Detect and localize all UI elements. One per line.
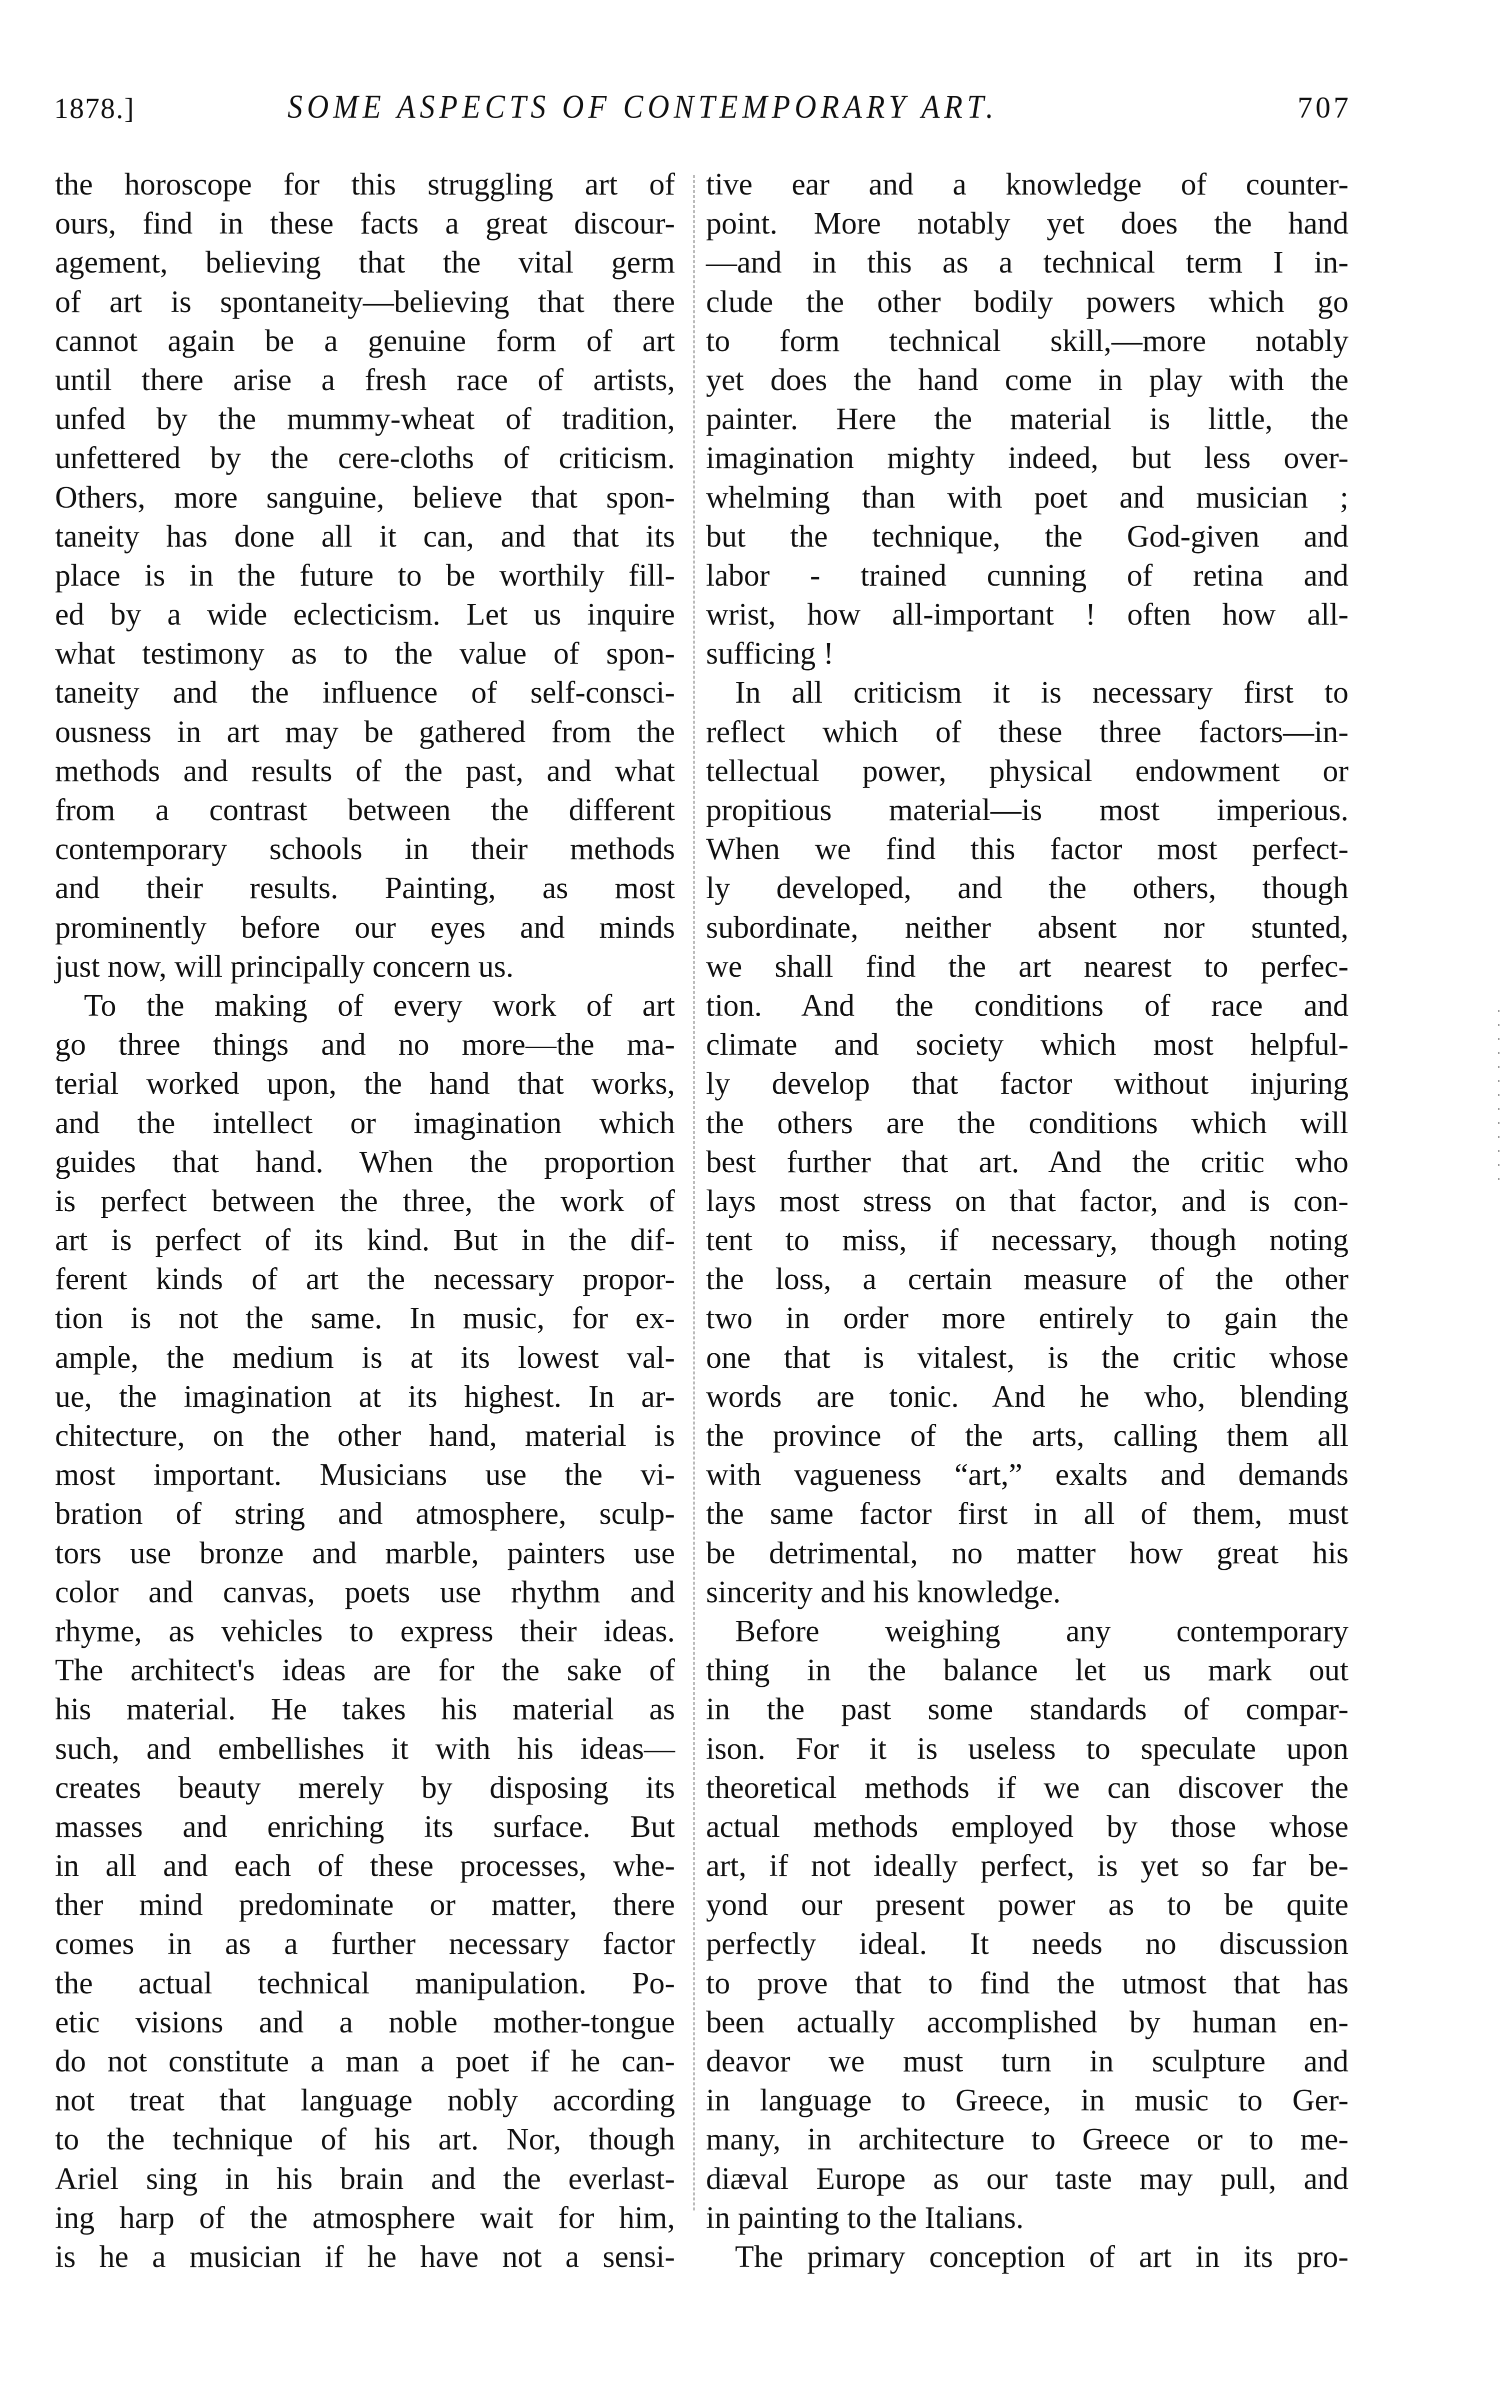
text-line: we shall find the art nearest to perfec- [706, 949, 1348, 984]
text-line: art, if not ideally perfect, is yet so far be- [706, 1849, 1348, 1883]
text-line: sufficing ! [706, 637, 834, 671]
text-line: tive ear and a knowledge of counter- [706, 168, 1348, 202]
text-line: wrist, how all-important ! often how all- [706, 598, 1348, 632]
text-line: tellectual power, physical endowment or [706, 754, 1348, 788]
text-line: thing in the balance let us mark out [706, 1653, 1348, 1688]
text-line: yond our present power as to be quite [706, 1888, 1348, 1922]
text-line: Others, more sanguine, believe that spon- [55, 480, 675, 515]
text-line: in all and each of these processes, whe- [55, 1849, 675, 1883]
text-line: of art is spontaneity—believing that there [55, 285, 675, 319]
running-head-year: 1878.] [54, 92, 135, 125]
paragraph-start-line: In all criticism it is necessary first to [735, 676, 1348, 710]
text-line: two in order more entirely to gain the [706, 1301, 1348, 1336]
text-line: go three things and no more—the ma- [55, 1028, 675, 1062]
text-line: from a contrast between the different [55, 793, 675, 827]
text-line: unfettered by the cere-cloths of criticism. [55, 441, 675, 476]
text-line: to the technique of his art. Nor, though [55, 2122, 675, 2157]
text-line: reflect which of these three factors—in- [706, 715, 1348, 749]
text-line: the province of the arts, calling them all [706, 1419, 1348, 1453]
paragraph-start-line: To the making of every work of art [84, 988, 675, 1023]
text-line: ed by a wide eclecticism. Let us inquire [55, 598, 675, 632]
text-line: lays most stress on that factor, and is con- [706, 1184, 1348, 1218]
text-line: many, in architecture to Greece or to me- [706, 2122, 1348, 2157]
text-line: chitecture, on the other hand, material is [55, 1419, 675, 1453]
text-line: art is perfect of its kind. But in the dif- [55, 1223, 675, 1258]
text-line: sincerity and his knowledge. [706, 1575, 1061, 1609]
page-number: 707 [1298, 91, 1352, 124]
text-line: agement, believing that the vital germ [55, 246, 675, 280]
text-line: ison. For it is useless to speculate upon [706, 1731, 1348, 1766]
text-line: place is in the future to be worthily fill- [55, 558, 675, 593]
text-line: bration of string and atmosphere, sculp- [55, 1497, 675, 1531]
paragraph-start-line: The primary conception of art in its pro- [735, 2239, 1348, 2274]
text-line: what testimony as to the value of spon- [55, 637, 675, 671]
text-line: the horoscope for this struggling art of [55, 168, 675, 202]
text-line: best further that art. And the critic who [706, 1145, 1348, 1179]
text-line: to form technical skill,—more notably [706, 324, 1348, 358]
text-line: —and in this as a technical term I in- [706, 246, 1348, 280]
scan-specks [1498, 1010, 1500, 1185]
text-line: with vagueness “art,” exalts and demands [706, 1458, 1348, 1492]
text-line: not treat that language nobly according [55, 2083, 675, 2118]
text-line: painter. Here the material is little, the [706, 402, 1348, 437]
text-line: propitious material—is most imperious. [706, 793, 1348, 827]
text-line: comes in as a further necessary factor [55, 1927, 675, 1961]
text-line: perfectly ideal. It needs no discussion [706, 1927, 1348, 1961]
text-line: prominently before our eyes and minds [55, 910, 675, 945]
text-line: been actually accomplished by human en- [706, 2005, 1348, 2039]
text-line: color and canvas, poets use rhythm and [55, 1575, 675, 1609]
text-line: rhyme, as vehicles to express their ideas. [55, 1614, 675, 1648]
text-line: taneity and the influence of self-consci- [55, 676, 675, 710]
text-line: most important. Musicians use the vi- [55, 1458, 675, 1492]
text-line: labor - trained cunning of retina and [706, 558, 1348, 593]
text-line: tion. And the conditions of race and [706, 988, 1348, 1023]
text-line: in the past some standards of compar- [706, 1692, 1348, 1727]
text-line: ousness in art may be gathered from the [55, 715, 675, 749]
text-line: the others are the conditions which will [706, 1106, 1348, 1140]
running-head-title: SOME ASPECTS OF CONTEMPORARY ART. [288, 88, 998, 126]
text-line: tent to miss, if necessary, though noting [706, 1223, 1348, 1258]
text-line: point. More notably yet does the hand [706, 207, 1348, 241]
text-line: ly developed, and the others, though [706, 871, 1348, 906]
text-line: is he a musician if he have not a sensi- [55, 2239, 675, 2274]
text-line: whelming than with poet and musician ; [706, 480, 1348, 515]
text-line: ue, the imagination at its highest. In ar- [55, 1379, 675, 1414]
text-line: methods and results of the past, and what [55, 754, 675, 788]
text-line: unfed by the mummy-wheat of tradition, [55, 402, 675, 437]
text-line: ing harp of the atmosphere wait for him, [55, 2200, 675, 2235]
text-line: ly develop that factor without injuring [706, 1067, 1348, 1101]
text-line: creates beauty merely by disposing its [55, 1770, 675, 1805]
text-line: the same factor first in all of them, must [706, 1497, 1348, 1531]
text-column-left [55, 165, 675, 2276]
text-line: in language to Greece, in music to Ger- [706, 2083, 1348, 2118]
text-line: cannot again be a genuine form of art [55, 324, 675, 358]
text-line: is perfect between the three, the work of [55, 1184, 675, 1218]
text-line: imagination mighty indeed, but less over- [706, 441, 1348, 476]
text-line: actual methods employed by those whose [706, 1809, 1348, 1844]
text-line: such, and embellishes it with his ideas— [55, 1731, 675, 1766]
text-line: terial worked upon, the hand that works, [55, 1067, 675, 1101]
text-line: words are tonic. And he who, blending [706, 1379, 1348, 1414]
text-line: Ariel sing in his brain and the everlast- [55, 2161, 675, 2196]
text-line: subordinate, neither absent nor stunted, [706, 910, 1348, 945]
text-line: clude the other bodily powers which go [706, 285, 1348, 319]
text-line: climate and society which most helpful- [706, 1028, 1348, 1062]
text-line: masses and enriching its surface. But [55, 1809, 675, 1844]
text-line: to prove that to find the utmost that has [706, 1966, 1348, 2000]
text-line: diæval Europe as our taste may pull, and [706, 2161, 1348, 2196]
text-line: taneity has done all it can, and that its [55, 519, 675, 554]
text-line: ther mind predominate or matter, there [55, 1888, 675, 1922]
text-line: ample, the medium is at its lowest val- [55, 1340, 675, 1375]
text-line: theoretical methods if we can discover the [706, 1770, 1348, 1805]
text-line: ferent kinds of art the necessary propor- [55, 1262, 675, 1297]
text-line: be detrimental, no matter how great his [706, 1536, 1348, 1570]
text-line: etic visions and a noble mother-tongue [55, 2005, 675, 2039]
text-line: yet does the hand come in play with the [706, 363, 1348, 397]
text-line: and their results. Painting, as most [55, 871, 675, 906]
running-head [0, 88, 1512, 143]
text-line: do not constitute a man a poet if he can- [55, 2044, 675, 2078]
text-line: in painting to the Italians. [706, 2200, 1024, 2235]
text-line: tors use bronze and marble, painters use [55, 1536, 675, 1570]
text-line: until there arise a fresh race of artists, [55, 363, 675, 397]
text-line: and the intellect or imagination which [55, 1106, 675, 1140]
text-line: the actual technical manipulation. Po- [55, 1966, 675, 2000]
text-line: tion is not the same. In music, for ex- [55, 1301, 675, 1336]
text-line: ours, find in these facts a great discour- [55, 207, 675, 241]
text-column-right [706, 165, 1348, 2276]
text-line: but the technique, the God-given and [706, 519, 1348, 554]
text-line: his material. He takes his material as [55, 1692, 675, 1727]
text-line: just now, will principally concern us. [55, 949, 514, 984]
text-line: guides that hand. When the proportion [55, 1145, 675, 1179]
text-line: deavor we must turn in sculpture and [706, 2044, 1348, 2078]
text-line: contemporary schools in their methods [55, 832, 675, 867]
text-line: The architect's ideas are for the sake of [55, 1653, 675, 1688]
text-line: the loss, a certain measure of the other [706, 1262, 1348, 1297]
paragraph-start-line: Before weighing any contemporary [735, 1614, 1348, 1648]
text-line: When we find this factor most perfect- [706, 832, 1348, 867]
text-line: one that is vitalest, is the critic whose [706, 1340, 1348, 1375]
